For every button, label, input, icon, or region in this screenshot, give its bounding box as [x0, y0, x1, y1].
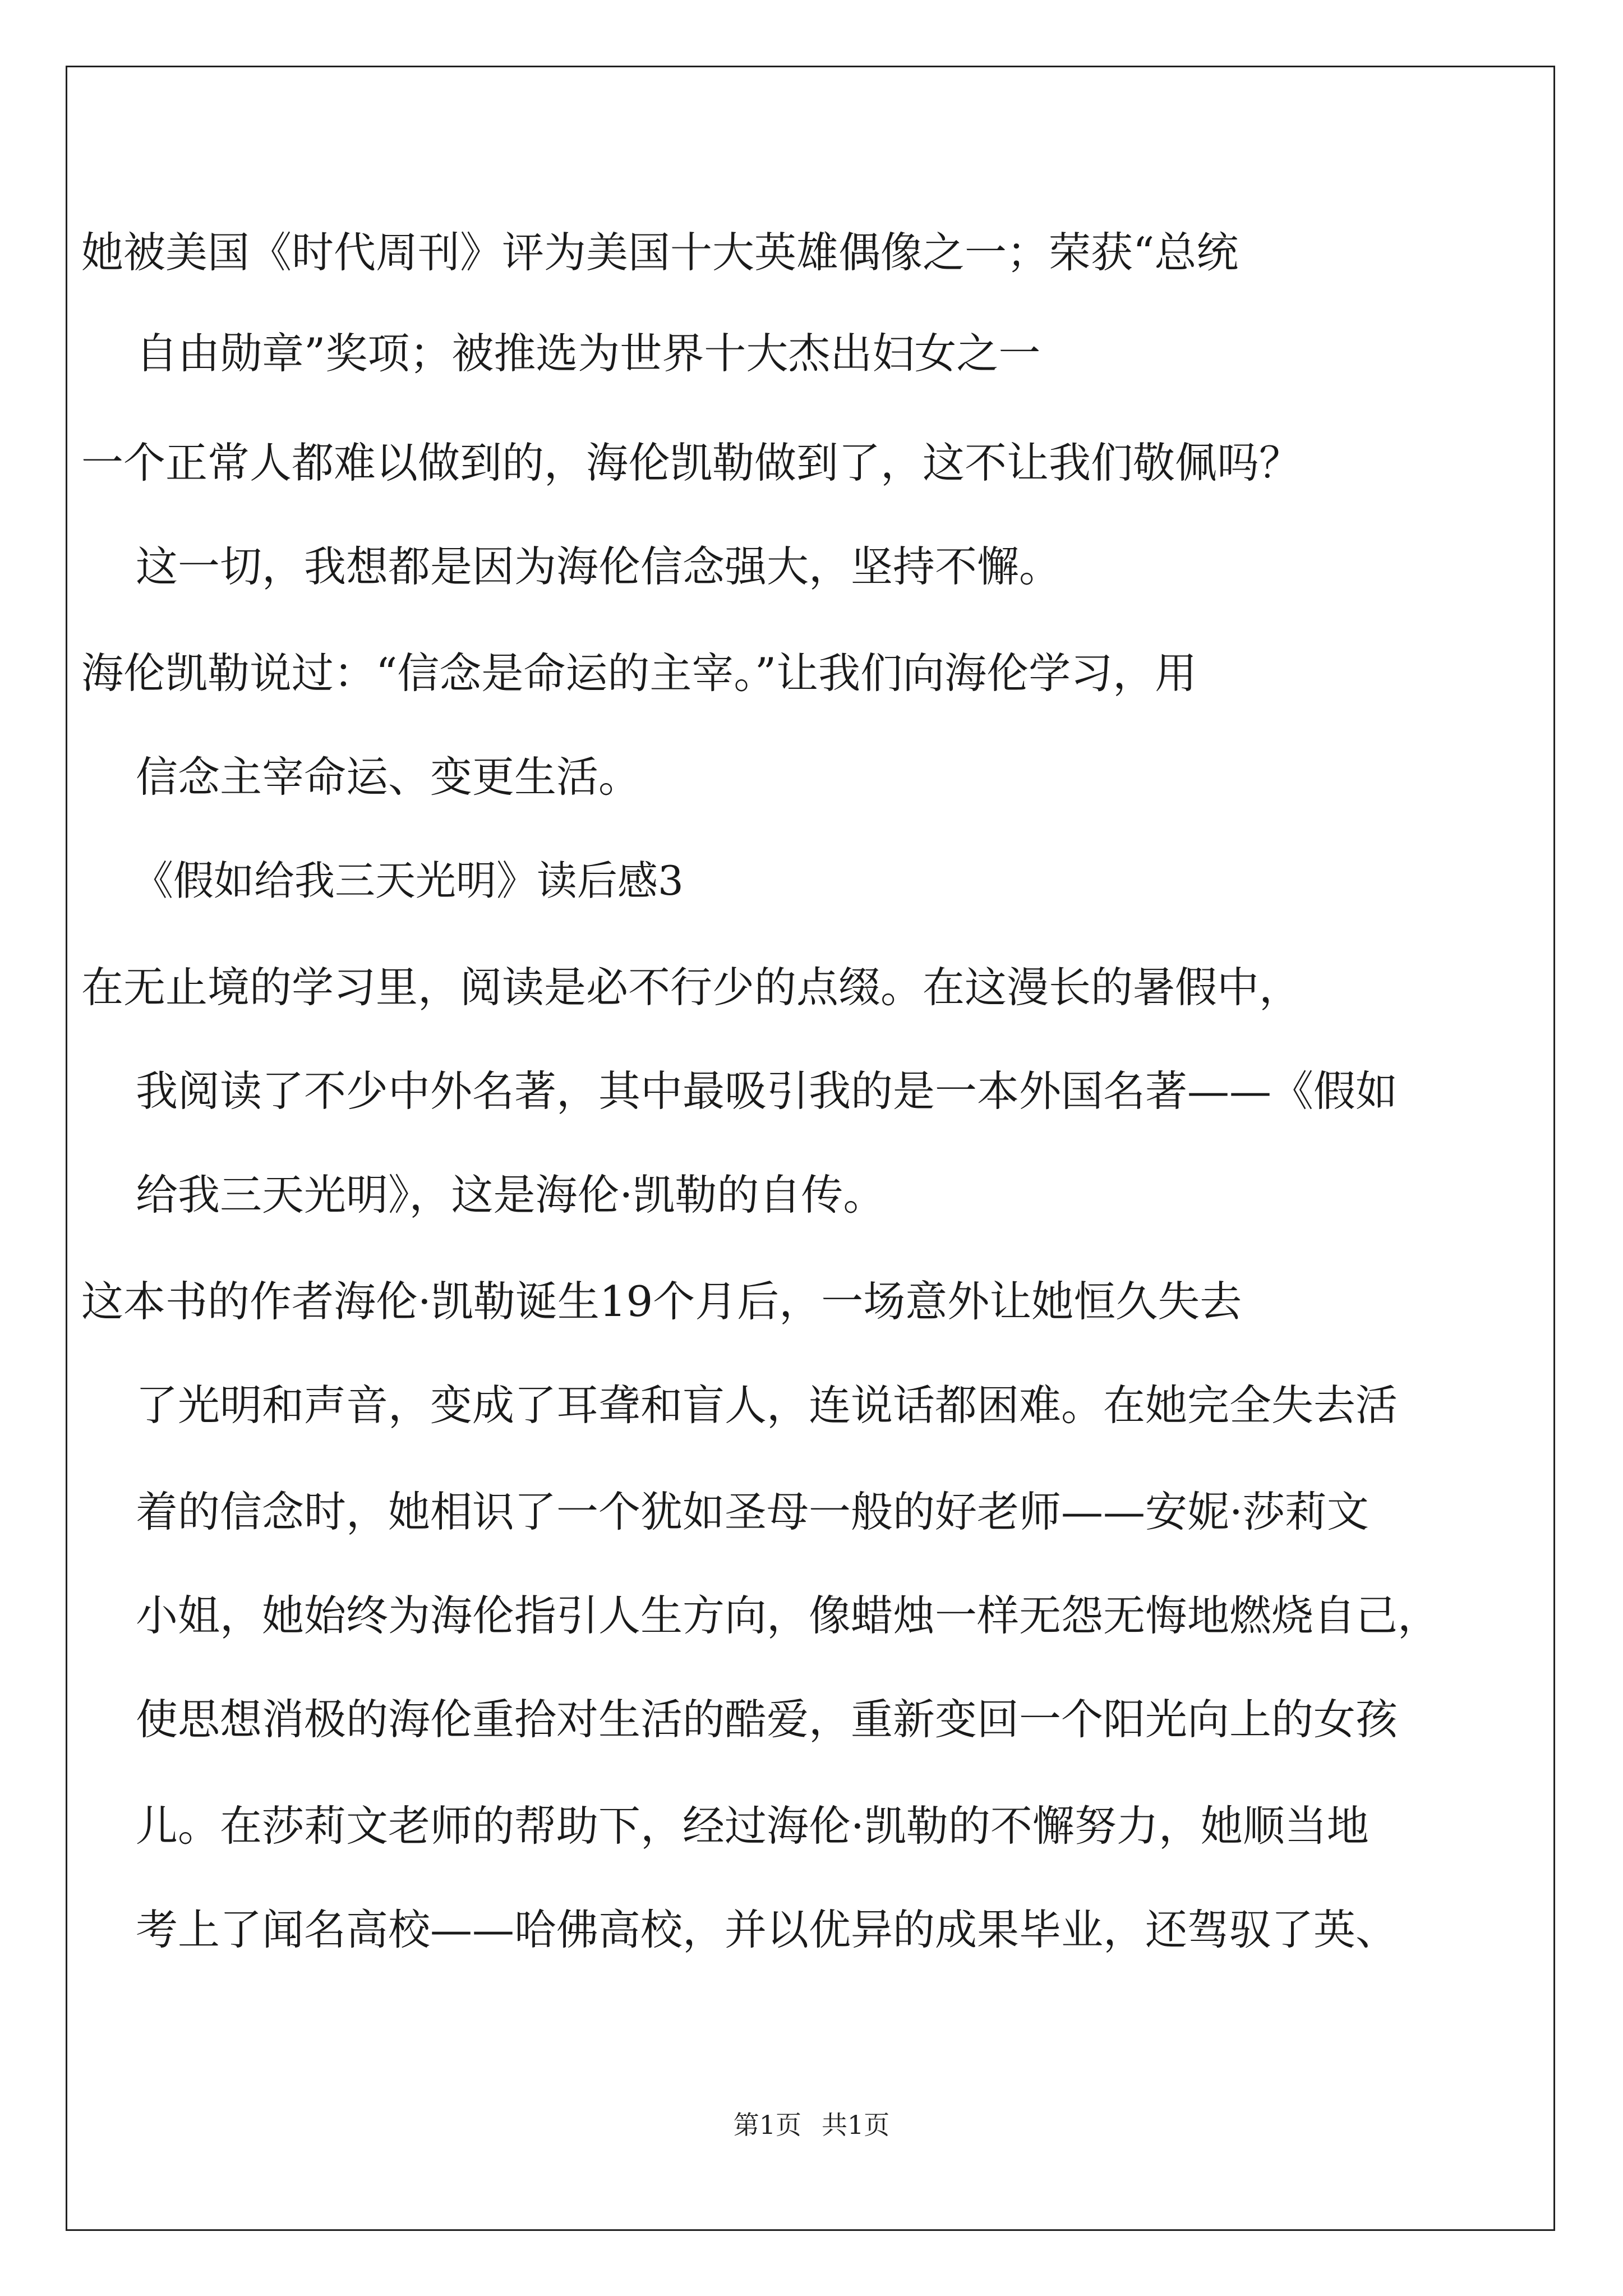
- section-heading: 《假如给我三天光明》读后感3: [133, 857, 684, 904]
- page-number-total: 共1页: [822, 2110, 890, 2140]
- page-number-current: 第1页: [733, 2110, 801, 2140]
- paragraph-line: 一个正常人都难以做到的，海伦凯勒做到了，这不让我们敬佩吗？: [81, 438, 1302, 487]
- paragraph-line: 给我三天光明》，这是海伦·凯勒的自传。: [136, 1170, 886, 1220]
- paragraph-line: 信念主宰命运、变更生活。: [136, 752, 641, 802]
- paragraph-line: 小姐，她始终为海伦指引人生方向，像蜡烛一样无怨无悔地燃烧自己，: [136, 1591, 1440, 1640]
- paragraph-line: 这一切，我想都是因为海伦信念强大，坚持不懈。: [136, 542, 1062, 591]
- paragraph-line: 这本书的作者海伦·凯勒诞生19个月后，一场意外让她恒久失去: [81, 1277, 1242, 1326]
- paragraph-line: 她被美国《时代周刊》评为美国十大英雄偶像之一；荣获“总统: [81, 228, 1239, 277]
- paragraph-line: 着的信念时，她相识了一个犹如圣母一般的好老师——安妮·莎莉文: [136, 1487, 1369, 1536]
- paragraph-line: 在无止境的学习里，阅读是必不行少的点缀。在这漫长的暑假中，: [81, 963, 1302, 1012]
- paragraph-line: 考上了闻名高校——哈佛高校，并以优异的成果毕业，还驾驭了英、: [136, 1905, 1398, 1954]
- paragraph-line: 使思想消极的海伦重拾对生活的酷爱，重新变回一个阳光向上的女孩: [136, 1695, 1398, 1744]
- page-footer: [0, 2108, 1623, 2142]
- paragraph-line: 了光明和声音，变成了耳聋和盲人，连说话都困难。在她完全失去活: [136, 1381, 1398, 1430]
- paragraph-line: 自由勋章”奖项；被推选为世界十大杰出妇女之一: [136, 329, 1041, 378]
- paragraph-line: 我阅读了不少中外名著，其中最吸引我的是一本外国名著——《假如: [136, 1066, 1398, 1116]
- paragraph-line: 儿。在莎莉文老师的帮助下，经过海伦·凯勒的不懈努力，她顺当地: [136, 1801, 1369, 1851]
- paragraph-line: 海伦凯勒说过：“信念是命运的主宰。”让我们向海伦学习，用: [81, 648, 1197, 698]
